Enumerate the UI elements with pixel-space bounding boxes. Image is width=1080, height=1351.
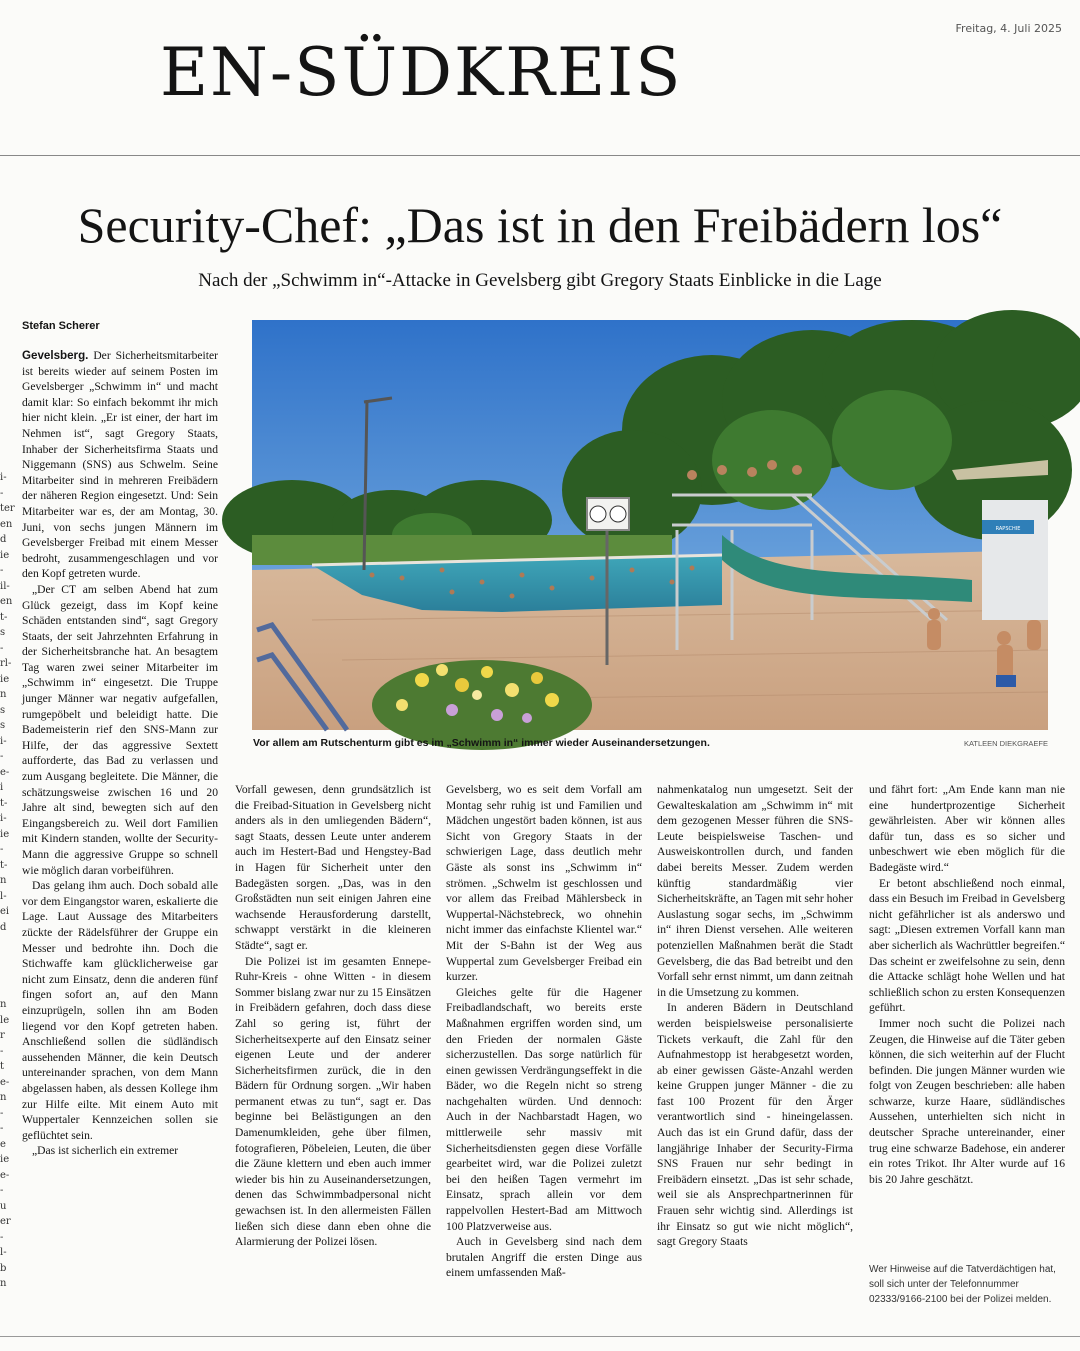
issue-date: Freitag, 4. Juli 2025 [955,22,1062,35]
fragment-line [0,982,11,998]
fragment-line: e- [0,766,10,778]
fragment-line: t- [0,859,8,871]
fragment-line: d [0,921,7,933]
fragment-line: i- [0,472,7,483]
article-paragraph: Er betont abschließend noch einmal, dass ein Besuch im Freibad in Gevelsberg nicht gefährlicher ist als anderswo und sagt: „Diesen extremen Vorfall kann man aber sicherlich als Wachrüttler begreifen.“ Das scheint er zweifelsohne zu sein, denn die Attacke schlägt hohe Wellen und hat schließlich schon zu ersten Konsequenzen geführt. [869,876,1065,1015]
article-paragraph: Gevelsberg, wo es seit dem Vorfall am Montag sehr ruhig ist und Familien und Mädchen ungestört baden können, ist aus Sicht von Gregory Staats in der schwierigen Lage, dass deutlich mehr Gäste als sonst ins „Schwimm in“ strömen. „Schwelm ist geschlossen und vor allem das Freibad Mählersbeck in Wuppertal-Nächstebreck, wo ohnehin nicht immer das einfachste Klientel war.“ Mit der S-Bahn ist der Weg aus Wuppertal zum Gevelsberger Freibad ein kurzer. [446,783,642,984]
fragment-line: - [0,642,4,654]
article-paragraph: Vorfall gewesen, denn grundsätzlich ist die Freibad-Situation in Gevelsberg nicht anders als in den umliegenden Bädern“, sagt Staats, dessen Leute unter anderem auch im Hestert-Bad und Hengstey-Bad in Hagen für Sicherheit unter den Badegästen sorgen. „Das, was in den Großstädten nun seit einigen Jahren eine wachsende Herausforderung darstellt, schwappt verstärkt in die kleineren Städte“, sagt er. [235,783,431,952]
article-column-4 [657,782,853,1332]
fragment-line: l- [0,890,7,902]
fragment-line: - [0,1185,4,1196]
fragment-line: e- [0,1169,10,1181]
fragment-line: n [0,1278,7,1289]
fragment-line [0,935,11,951]
fragment-line [0,966,11,982]
fragment-line: e [0,1138,6,1150]
fragment-line: n [0,689,7,700]
fragment-line: - [0,1045,4,1057]
building-sign-text: RAPSCHIE [995,526,1021,532]
article-author: Stefan Scherer [22,320,100,332]
fragment-line: ie [0,828,10,840]
article-subheadline: Nach der „Schwimm in“-Attacke in Gevelsberg gibt Gregory Staats Einblicke in die Lage [198,270,882,291]
fragment-line: - [0,844,4,855]
fragment-line: - [0,1123,4,1134]
article-paragraph: In anderen Bädern in Deutschland werden beispielsweise personalisierte Tickets verkauft, die Zahl für den Aufnahmestopp ist herabgesetzt worden, ab einer gewissen Gäste-Anzahl werden keine Gruppen junger Männer - die zu fast 100 Prozent für den Ärger verantwortlich sind - hineingelassen. Auch das ist ein Grund dafür, dass der langjährige Inhaber der Security-Firma SNS Frauen nur sehr bedingt in Freibädern einsetzt. „Das ist sehr schade, weil sie als Ansprechpartnerinnen für Frauen sehr wichtig sind. Allerdings ist ihr Einsatz so gut wie nicht möglich“, sagt Gregory Staats [657,1001,853,1249]
fragment-line: t- [0,611,8,623]
bottom-divider [0,1336,1080,1337]
article-paragraph: Das gelang ihm auch. Doch sobald alle vor dem Eingangstor waren, eskalierte die Lage. Laut Aussage des Mitarbeiters zückte der Rädelsführer der Gruppe ein Messer und bedrohte ihn. Doch die Stichwaffe kam glücklicherweise gar nicht zum Einsatz, denn die anderen fünf fingen sofort an, auf den Mann einzuprügeln, sollen ihn am Boden liegend vor den Kopf getreten haben. Anschließend sollen die südländisch aussehenden Männer, die kein Deutsch untereinander sprachen, von dem Mann abgelassen haben, als dessen Kollege ihm zur Hilfe eilte. Mit einem Auto mit Wuppertaler Kennzeichen sollen sie geflüchtet sein. [22,879,218,1142]
pool-building [982,500,1048,620]
article-column-5 [869,782,1065,1252]
fragment-line: ie [0,1154,10,1165]
fragment-line: i- [0,735,7,747]
article-paragraph: nahmenkatalog nun umgesetzt. Seit der Gewalteskalation am „Schwimm in“ mit dem gezogenen Messer führen die SNS-Leute beispielsweise Taschen- und Ausweiskontrollen durch, und fanden dabei bereits Messer. Zudem werden künftig standardmäßig vier Sicherheitskräfte, an Tagen mit sehr hoher Auslastung sogar sechs, im „Schwimm in“ ihren Dienst versehen. Alle weiteren potenziellen Maßnahmen berät die Stadt Gevelsberg, die das Bad betreibt und den Vorfall sehr ernst nimmt, um dann zeitnah in die Umsetzung zu kommen. [657,783,854,999]
fragment-line: - [0,1231,4,1243]
fragment-line: en [0,596,13,607]
section-title: EN-SÜDKREIS [160,34,683,111]
fragment-line: en [0,518,13,530]
fragment-line: s [0,720,6,731]
fragment-line: i- [0,813,7,824]
fragment-line: n [0,1092,7,1103]
fragment-line: l- [0,1247,7,1258]
fragment-line: t [0,1061,5,1072]
fragment-line: e- [0,1076,10,1088]
fragment-line: le [0,1014,10,1026]
header-divider [0,155,1080,156]
fragment-line: ie [0,549,10,561]
fragment-line: s [0,627,6,638]
pool-photo-illustration [252,320,1048,730]
fragment-line: b [0,1262,7,1274]
article-paragraph: Die Polizei ist im gesamten Ennepe-Ruhr-Kreis - ohne Witten - in diesem Sommer bislang zwar nur zu 15 Einsätzen in Freibädern gefahren, doch dass diese Zahl so gering ist, führt der Sicherheitsexperte auf den Einsatz seiner eigenen Leute und der anderer Sicherheitsfirmen zurück, die in den Bädern für Ordnung sorgen. „Wir haben permanent etwas zu tun“, sagt er. Das beginne bei Belästigungen an den Damenumkleiden, gehe über filmen, fotografieren, Pöbeleien, Leuten, die über die Zäune klettern und eben auch immer wieder bis hin zu Auseinandersetzungen, denen das Schwimmbadpersonal nicht gewachsen ist. In den allermeisten Fällen ließen sich diese dann eben ohne die Alarmierung der Polizei lösen. [235,954,431,1249]
fragment-line: ie [0,673,10,685]
fragment-line: d [0,534,7,545]
article-paragraph: Gevelsberg. Der Sicherheitsmitarbeiter ist bereits wieder auf seinem Posten im Gevelsberger „Schwimm in“ und macht damit klar: So einfach bekommt ihr mich hier nicht klein. „Er ist einer, der hart im Nehmen ist“, sagt Gregory Staats, Inhaber der Sicherheitsfirma Staats und Niggemann (SNS) aus Schwelm. Seine Mitarbeiter sind in mehreren Freibädern der näheren Region eingesetzt. Und: Sein Mitarbeiter war es, der am Montag, 30. Juni, von sechs jungen Männern im Gevelsberger Freibad mit einem Messer bedroht, zusammengeschlagen und vor den Kopf getreten wurde. [22,349,218,581]
article-dateline: Gevelsberg. [22,349,89,362]
fragment-line: er [0,1216,11,1227]
fragment-line: s [0,704,6,716]
photo-credit: KATLEEN DIEKGRAEFE [963,739,1048,748]
article-column-2 [235,782,431,1332]
article-paragraph: Immer noch sucht die Polizei nach Zeugen, die Hinweise auf die Täter geben können, die sich weiterhin auf der Flucht befinden. Die jungen Männer wurden wie folgt von Zeugen beschrieben: alle haben schwarze, kurze Haare, südländisches Aussehen, unterhielten sich nicht in deutscher Sprache untereinander, einer trug eine schwarze Badehose, ein anderer ein rotes Trikot. Ihr Alter wurde auf 16 bis 20 Jahre geschätzt. [869,1016,1065,1186]
fragment-line: rl- [0,658,12,669]
fragment-line: n [0,875,7,886]
article-column-1 [22,348,218,1328]
fragment-line: il- [0,580,10,592]
police-hint-box: Wer Hinweise auf die Tatverdächtigen hat, soll sich unter der Telefonnummer 02333/9166-2100 bei der Polizei melden. [869,1264,1056,1305]
fragment-line: - [0,1107,4,1119]
fragment-line: i [0,782,4,793]
previous-column-fragment [0,470,15,1340]
article-paragraph: Gleiches gelte für die Hagener Freibadlandschaft, wo bereits erste Maßnahmen ergriffen worden sind, um den Frieden der normalen Gäste sicherzustellen. Das sorge natürlich für einen gewissen Verdrängungseffekt in die Bäder, wo die Regeln nicht so streng nachgehalten würden. Und dennoch: Auch in der Nachbarstadt Hagen, wo mittlerweile sehr massiv mit Sicherheitsdiensten gegen diese Vorfälle gearbeitet wird, war die Polizei zuletzt bei den heißen Tagen vermehrt im Einsatz, sprach allein vor dem rappelvollen Hestert-Bad am Mittwoch 100 Platzverweise aus. [446,985,642,1233]
fragment-line: - [0,751,4,762]
article-paragraph: „Das ist sicherlich ein extremer [32,1144,179,1158]
fragment-line [0,951,11,967]
fragment-line: -ter [0,487,15,514]
fragment-line: - [0,565,4,576]
article-paragraph: und fährt fort: „Am Ende kann man nie eine hundertprozentige Sicherheit gewährleisten. Aber wir können alles dafür tun, dass es so sicher und unbeschwert wie eben möglich für die Badegäste wird.“ [869,783,1065,874]
article-headline: Security-Chef: „Das ist in den Freibädern los“ [77,197,1003,253]
article-paragraph: Auch in Gevelsberg sind nach dem brutalen Angriff die ersten Dinge aus einem umfassenden Maß- [446,1235,642,1280]
fragment-line: ei [0,906,10,917]
fragment-line: r [0,1030,5,1041]
article-column-3 [446,782,642,1332]
photo-caption: Vor allem am Rutschenturm gibt es im „Schwimm in“ immer wieder Auseinandersetzungen. [253,737,710,749]
article-photo [252,320,1048,730]
fragment-line: t- [0,797,8,809]
fragment-line: n [0,999,7,1010]
fragment-line: u [0,1200,7,1212]
article-paragraph: „Der CT am selben Abend hat zum Glück gezeigt, dass im Kopf keine Schäden entstanden sind“, sagt Gregory Staats, der seit Jahrzehnten Erfahrung in der Sicherheitsbranche hat. An besagtem Tag waren zwei seiner Mitarbeiter im „Schwimm in“ eingesetzt. Die Truppe junger Männer war negativ aufgefallen, rumgepöbelt und beleidigt hatte. Die Bademeisterin rief den SNS-Mann zur Hilfe, der das aggressive Sextett aufforderte, das Bad zu verlassen und zum Ausgang begleitete. Die Männer, die schätzungsweise zwischen 16 und 20 Jahre alt sind, bewegten sich auf den Eingangsbereich zu. Weil dort Familien mit Kindern standen, wollte der Security-Mann die aggressive Gruppe so schnell wie möglich daran vorbeiführen. [22,582,218,877]
